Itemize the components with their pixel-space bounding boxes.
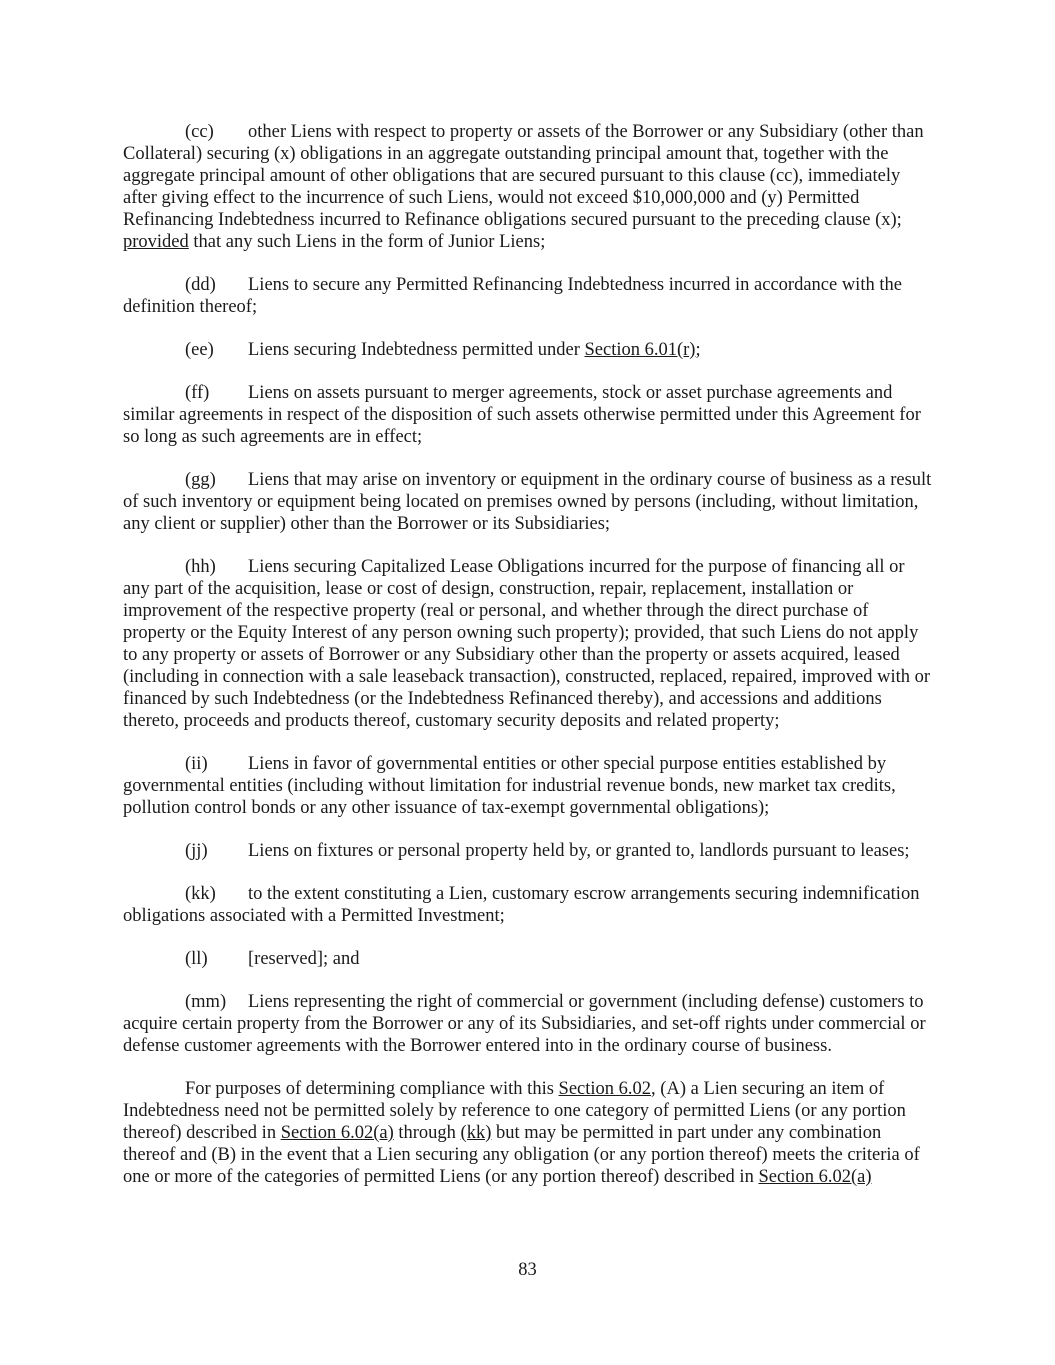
paragraph-label: (ii)	[185, 754, 208, 774]
section-reference: Section 6.02(a)	[280, 1123, 394, 1143]
section-reference: Section 6.01(r)	[584, 340, 696, 360]
paragraph-ll	[123, 948, 933, 970]
paragraph-label: (ff)	[185, 383, 210, 403]
paragraph-text: that any such Liens in the form of Junior Liens;	[188, 232, 546, 252]
paragraph-text: to the extent constituting a Lien, customary escrow arrangements securing indemnification obligations associated with a Permitted Investment;	[123, 884, 920, 926]
paragraph-kk	[123, 883, 933, 927]
paragraph-label: (jj)	[185, 841, 208, 861]
section-reference: (kk)	[460, 1123, 492, 1143]
paragraph-hh	[123, 556, 933, 732]
paragraph-text: Liens securing Capitalized Lease Obligations incurred for the purpose of financing all or any part of the acquisition, lease or cost of design, construction, repair, replacement, installation or improvement of the respective property (real or personal, and whether through the direct purchase of property or the Equity Interest of any person owning such property); provided, that such Liens do not apply to any property or assets of Borrower or any Subsidiary other than the property or assets acquired, leased (including in connection with a sale leaseback transaction), constructed, replaced, repaired, improved with or financed by such Indebtedness (or the Indebtedness Refinanced thereby), and accessions and additions thereto, proceeds and products thereof, customary security deposits and related property;	[123, 557, 931, 731]
paragraph-text: , (A) a Lien securing an item of Indebtedness need not be permitted solely by reference to one category of permitted Liens (or any portion thereof) described in	[123, 1079, 906, 1143]
paragraph-ii	[123, 753, 933, 819]
section-reference: Section 6.02	[558, 1079, 652, 1099]
paragraph-label: (dd)	[185, 275, 216, 295]
paragraph-ee	[123, 339, 933, 361]
paragraph-label: (hh)	[185, 557, 216, 577]
paragraph-jj	[123, 840, 933, 862]
paragraph-text: Liens in favor of governmental entities or other special purpose entities established by governmental entities (including without limitation for industrial revenue bonds, new market tax credits, pollution control bonds or any other issuance of tax-exempt governmental obligations);	[123, 754, 896, 818]
paragraph-text: through	[393, 1123, 461, 1143]
section-reference: provided	[123, 232, 189, 252]
paragraph-label: (mm)	[185, 992, 227, 1012]
paragraph-text: Liens on assets pursuant to merger agreements, stock or asset purchase agreements and similar agreements in respect of the disposition of such assets otherwise permitted under this Agreement for so long as such agreements are in effect;	[123, 383, 921, 447]
paragraph-closing	[123, 1078, 933, 1188]
paragraph-text: Liens that may arise on inventory or equipment in the ordinary course of business as a result of such inventory or equipment being located on premises owned by persons (including, without limitation, any client or supplier) other than the Borrower or its Subsidiaries;	[123, 470, 932, 534]
paragraph-text: Liens securing Indebtedness permitted under	[248, 340, 585, 360]
paragraph-text: Liens on fixtures or personal property held by, or granted to, landlords pursuant to leases;	[248, 841, 910, 861]
paragraph-text: For purposes of determining compliance with this	[185, 1079, 559, 1099]
paragraph-dd	[123, 274, 933, 318]
paragraph-text: other Liens with respect to property or assets of the Borrower or any Subsidiary (other than Collateral) securing (x) obligations in an aggregate outstanding principal amount that, together with the aggregate principal amount of other obligations that are secured pursuant to this clause (cc), immediately after giving effect to the incurrence of such Liens, would not exceed $10,000,000 and (y) Permitted Refinancing Indebtedness incurred to Refinance obligations secured pursuant to the preceding clause (x);	[123, 122, 924, 230]
paragraph-label: (cc)	[185, 122, 214, 142]
paragraph-text: Liens to secure any Permitted Refinancing Indebtedness incurred in accordance with the definition thereof;	[123, 275, 902, 317]
paragraph-text: Liens representing the right of commercial or government (including defense) customers to acquire certain property from the Borrower or any of its Subsidiaries, and set-off rights under commercial or defense customer agreements with the Borrower entered into in the ordinary course of business.	[123, 992, 926, 1056]
paragraph-ff	[123, 382, 933, 448]
paragraph-label: (ll)	[185, 949, 208, 969]
paragraph-text: [reserved]; and	[248, 949, 360, 969]
paragraph-gg	[123, 469, 933, 535]
section-reference: Section 6.02(a)	[758, 1167, 872, 1187]
document-body	[123, 121, 933, 1188]
paragraph-cc	[123, 121, 933, 253]
paragraph-text: but may be permitted in part under any combination thereof and (B) in the event that a Lien securing any obligation (or any portion thereof) meets the criteria of one or more of the categories of permitted Liens (or any portion thereof) described in	[123, 1123, 920, 1187]
paragraph-label: (gg)	[185, 470, 216, 490]
paragraph-label: (ee)	[185, 340, 214, 360]
paragraph-label: (kk)	[185, 884, 216, 904]
paragraph-mm	[123, 991, 933, 1057]
paragraph-text: ;	[695, 340, 701, 360]
page-number: 83	[518, 1260, 537, 1280]
